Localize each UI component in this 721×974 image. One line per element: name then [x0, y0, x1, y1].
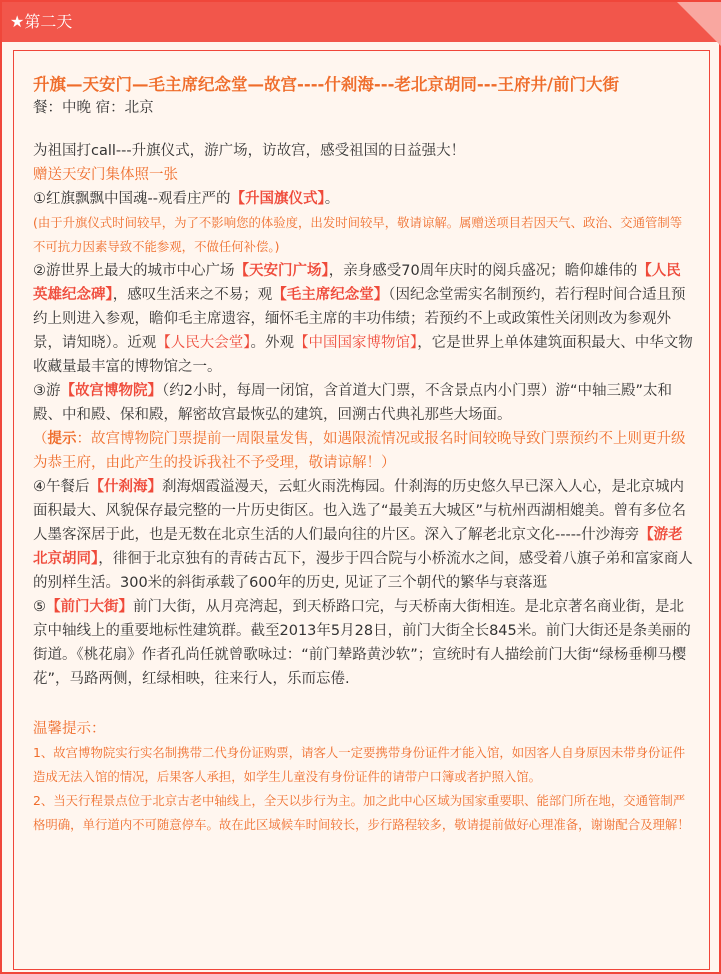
meal-lodging: 餐：中晚 宿：北京 [33, 100, 154, 116]
spacer-2 [33, 707, 693, 717]
warm-tip-2: 2、当天行程景点位于北京古老中轴线上，全天以步行为主。加之此中心区域为国家重要职、能部门所在地，交通管制严格明确，单行道内不可随意停车。故在此区域候车时间较长，步行路程较多，敬请提前做好心理准备，谢谢配合及理解！ [33, 793, 690, 832]
item-1-text: ①红旗飘飘中国魂--观看庄严的 [33, 191, 231, 207]
item-4-text-2: 刹海烟霞溢漫天，云虹火雨洗梅园。什刹海的历史悠久早已深入人心，是北京城内面积最大、风貌保存最完整的一片历史街区。也入选了“最美五大城区”与杭州西湖相媲美。曾有多位名人墨客深居于此，也是无数在北京生活的人们最向往的片区。深入了解老北京文化-----什沙海旁 [33, 479, 687, 543]
warm-tips-title: 温馨提示： [33, 721, 106, 737]
item-4-text-3: ，徘徊于北京独有的青砖古瓦下，漫步于四合院与小桥流水之间，感受着八旗子弟和富家商人的别样生活。300米的斜街承载了600年的历史, 见证了三个朝代的繁华与衰落逛 [33, 551, 693, 591]
item-5-highlight-1: 【前门大街】 [46, 599, 133, 615]
item-3 [33, 379, 693, 427]
tip-label: 提示 [47, 431, 77, 447]
item-1-note: (由于升旗仪式时间较早，为了不影响您的体验度，出发时间较早，敬请谅解。属赠送项目若因天气、政治、交通管制等不可抗力因素导致不能参观，不做任何补偿。) [33, 215, 683, 254]
tip-open: （ [33, 431, 48, 447]
item-2 [33, 259, 693, 379]
corner-decoration [677, 2, 721, 46]
day-header [2, 2, 719, 42]
item-2-highlight-2: 【人民英雄纪念碑】 [33, 263, 681, 303]
item-2-text-4: （因纪念堂需实名制预约，若行程时间合适且预约上则进入参观，瞻仰毛主席遗容，缅怀毛主席的丰功伟绩；若预约不上或政策性关闭则改为参观外景，请知晓）。近观 [33, 287, 686, 351]
item-2-text-1: ②游世界上最大的城市中心广场 [33, 263, 235, 279]
item-5-text-1: ⑤ [33, 599, 46, 615]
item-4 [33, 475, 693, 595]
item-2-highlight-1: 【天安门广场】 [234, 263, 329, 279]
item-2-text-5: 。外观 [250, 335, 294, 351]
item-1-end: 。 [324, 191, 340, 207]
item-5 [33, 595, 693, 691]
item-2-text-2: ，亲身感受70周年庆时的阅兵盛况；瞻仰雄伟的 [328, 263, 638, 279]
content [33, 73, 693, 837]
spacer [33, 691, 693, 707]
item-3-text-1: ③游 [33, 383, 61, 399]
intro-text: 为祖国打call---升旗仪式，游广场，访故宫，感受祖国的日益强大！ [33, 143, 466, 159]
warm-tip-1: 1、故宫博物院实行实名制携带二代身份证购票，请客人一定要携带身份证件才能入馆，如因客人自身原因未带身份证件造成无法入馆的情况，后果客人承担，如学生儿童没有身份证件的请带户口簿或者护照入馆。 [33, 745, 686, 784]
item-2-text-6: ，它是世界上单体建筑面积最大、中华文物收藏量最丰富的博物馆之一。 [33, 335, 693, 375]
item-2-highlight-3: 【毛主席纪念堂】 [272, 287, 389, 303]
day-title: ★第二天 [10, 12, 73, 31]
gift-text: 赠送天安门集体照一张 [33, 167, 178, 183]
tip-paragraph [33, 427, 693, 475]
item-5-text-2: 前门大街，从月亮湾起，到天桥路口完，与天桥南大街相连。是北京著名商业街，是北京中轴线上的重要地标性建筑群。截至2013年5月28日，前门大街全长845米。前门大街还是条美丽的街道。《桃花扇》作者孔尚任就曾歌咏过：“前门辇路黄沙软”；宣统时有人描绘前门大街“绿杨垂柳马樱花”，马路两侧，红绿相映，往来行人，乐而忘倦. [33, 599, 691, 687]
content-box [13, 50, 710, 970]
item-4-text-1: ④午餐后 [33, 479, 90, 495]
item-4-highlight-2: 【游老北京胡同】 [33, 527, 683, 567]
item-3-text-2: （约2小时，每周一闭馆，含首道大门票，不含景点内小门票）游“中轴三殿”太和殿、中和殿、保和殿，解密故宫最恢弘的建筑，回溯古代典礼那些大场面。 [33, 383, 672, 423]
item-2-text-3: ，感叹生活来之不易；观 [112, 287, 273, 303]
item-1 [33, 187, 693, 211]
item-2-highlight-5: 【中国国家博物馆】 [294, 335, 418, 351]
item-4-highlight-1: 【什刹海】 [89, 479, 162, 495]
item-2-highlight-4: 【人民大会堂】 [156, 335, 251, 351]
item-3-highlight-1: 【故宫博物院】 [60, 383, 162, 399]
item-1-highlight: 【升国旗仪式】 [230, 191, 325, 207]
route-headline: 升旗—天安门—毛主席纪念堂—故宫----什刹海---老北京胡同---王府井/前门大街 [33, 75, 620, 94]
tip-close: ） [381, 455, 396, 471]
tip-text: ：故宫博物院门票提前一周限量发售，如遇限流情况或报名时间较晚导致门票预约不上则更升级为恭王府，由此产生的投诉我社不予受理，敬请谅解！ [33, 431, 686, 471]
